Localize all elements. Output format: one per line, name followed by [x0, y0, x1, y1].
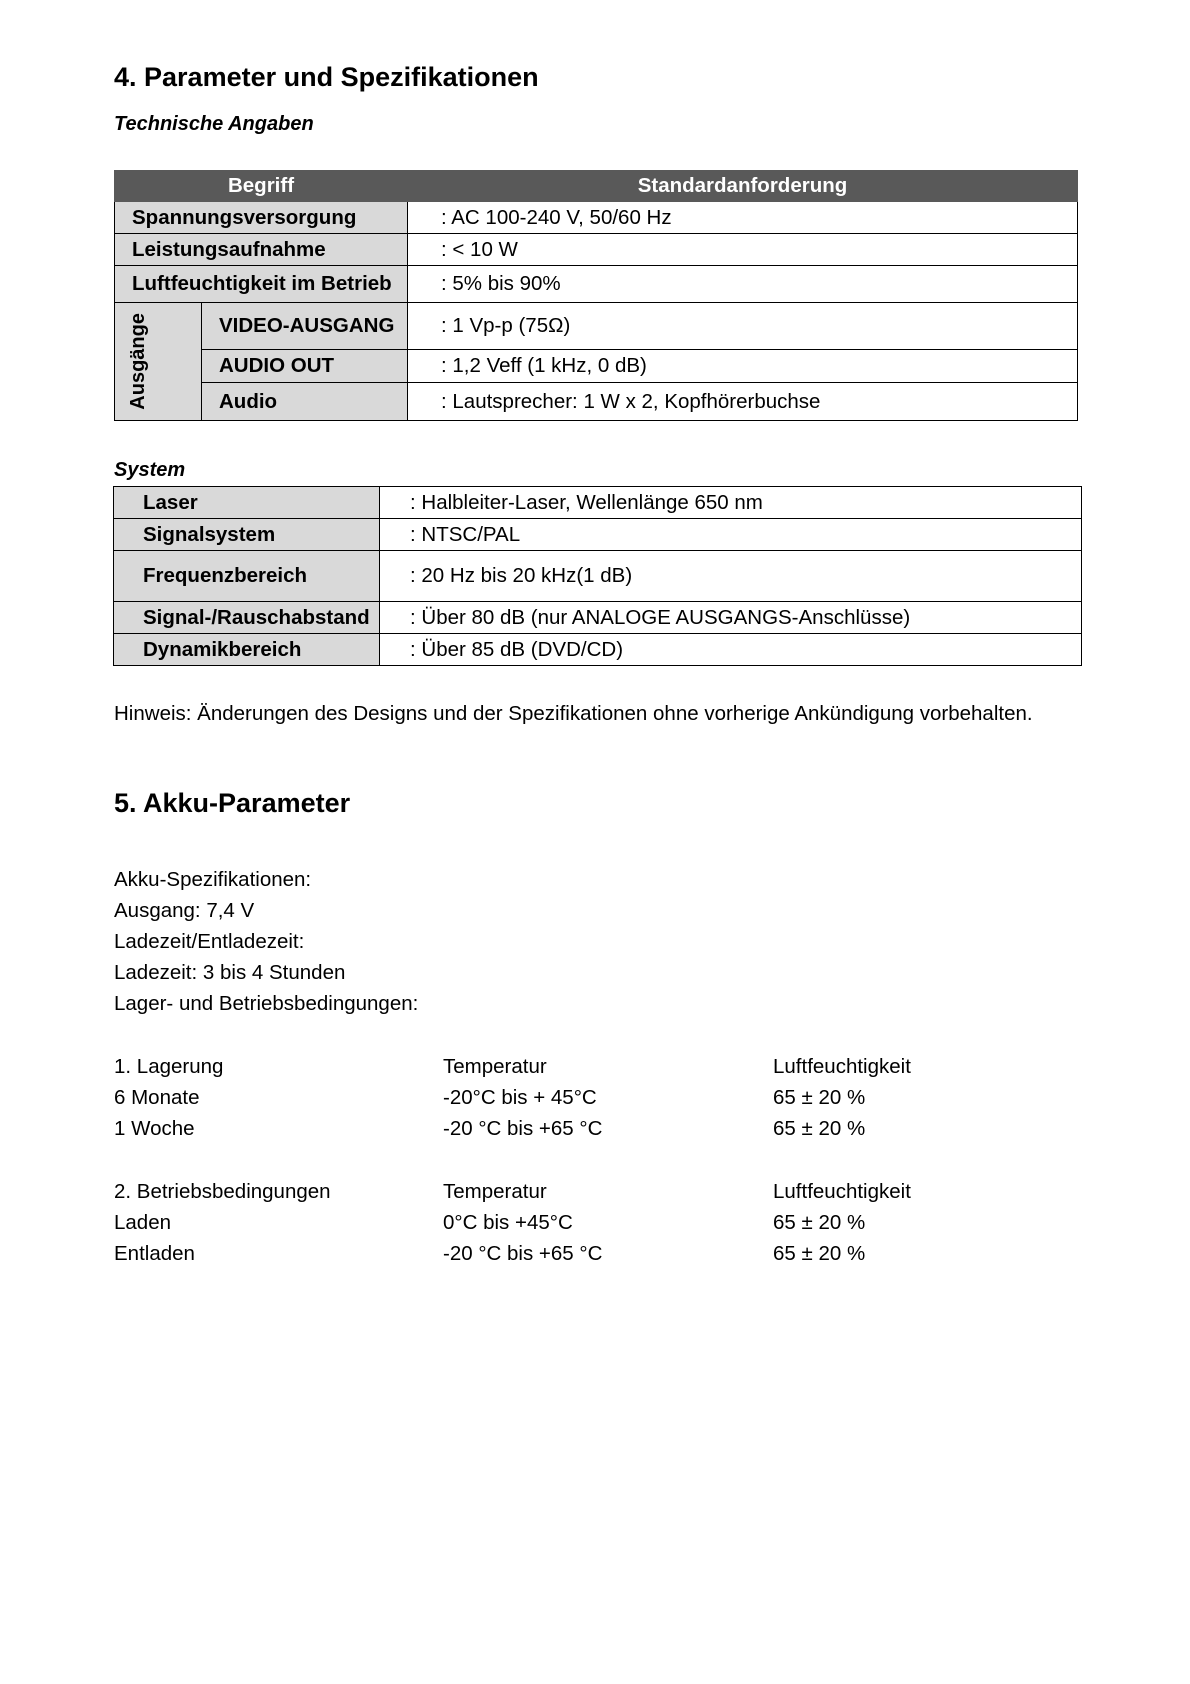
- operation-temperature: 0°C bis +45°C: [443, 1211, 573, 1234]
- table-row: [114, 487, 1082, 519]
- spec-value: : 1,2 Veff (1 kHz, 0 dB): [408, 350, 1078, 383]
- spec-term: Dynamikbereich: [114, 634, 380, 666]
- table-row: [114, 519, 1082, 551]
- table-row: [114, 634, 1082, 666]
- table-row: [114, 551, 1082, 602]
- spec-value: : 5% bis 90%: [408, 266, 1078, 303]
- storage-duration: 1 Woche: [114, 1117, 195, 1140]
- battery-line: Ladezeit: 3 bis 4 Stunden: [114, 961, 346, 984]
- table-row: [115, 234, 1078, 266]
- storage-duration: 6 Monate: [114, 1086, 200, 1109]
- storage-temperature: -20 °C bis +65 °C: [443, 1117, 603, 1140]
- outputs-group-cell: [115, 303, 202, 421]
- storage-temp-header: Temperatur: [443, 1055, 547, 1078]
- spec-term: VIDEO-AUSGANG: [202, 303, 408, 350]
- spec-term: Signalsystem: [114, 519, 380, 551]
- operation-humidity: 65 ± 20 %: [773, 1242, 866, 1265]
- storage-humidity: 65 ± 20 %: [773, 1086, 866, 1109]
- spec-value: : Halbleiter-Laser, Wellenlänge 650 nm: [380, 487, 1082, 519]
- table-row: [115, 350, 1078, 383]
- table-row: [114, 602, 1082, 634]
- storage-humidity: 65 ± 20 %: [773, 1117, 866, 1140]
- operation-temperature: -20 °C bis +65 °C: [443, 1242, 603, 1265]
- battery-line: Ladezeit/Entladezeit:: [114, 930, 305, 953]
- spec-value: : Über 85 dB (DVD/CD): [380, 634, 1082, 666]
- spec-term: Signal-/Rauschabstand: [114, 602, 380, 634]
- spec-term: Frequenzbereich: [114, 551, 380, 602]
- section-4-title: 4. Parameter und Spezifikationen: [114, 62, 539, 92]
- technical-data-subtitle: Technische Angaben: [114, 113, 314, 135]
- operation-heading: 2. Betriebsbedingungen: [114, 1180, 331, 1203]
- spec-term: Audio: [202, 383, 408, 421]
- battery-line: Lager- und Betriebsbedingungen:: [114, 992, 419, 1015]
- table-header-row: [115, 171, 1078, 202]
- operation-mode: Entladen: [114, 1242, 195, 1265]
- spec-value: : < 10 W: [408, 234, 1078, 266]
- table-row: [115, 202, 1078, 234]
- system-subtitle: System: [114, 459, 186, 481]
- spec-value: : Lautsprecher: 1 W x 2, Kopfhörerbuchse: [408, 383, 1078, 421]
- spec-term: Luftfeuchtigkeit im Betrieb: [115, 266, 408, 303]
- spec-term: Laser: [114, 487, 380, 519]
- operation-temp-header: Temperatur: [443, 1180, 547, 1203]
- battery-line: Ausgang: 7,4 V: [114, 899, 255, 922]
- spec-value: : 1 Vp-p (75Ω): [408, 303, 1078, 350]
- technical-specs-table: [114, 170, 1078, 421]
- table-row: [115, 266, 1078, 303]
- storage-temperature: -20°C bis + 45°C: [443, 1086, 597, 1109]
- system-specs-table: [113, 486, 1082, 666]
- table-row: [115, 303, 1078, 350]
- outputs-group-label: Ausgänge: [127, 313, 149, 410]
- spec-term: Leistungsaufnahme: [115, 234, 408, 266]
- operation-humidity: 65 ± 20 %: [773, 1211, 866, 1234]
- spec-value: : AC 100-240 V, 50/60 Hz: [408, 202, 1078, 234]
- specification-note: Hinweis: Änderungen des Designs und der Spezifikationen ohne vorherige Ankündigung vorbehalten.: [114, 702, 1033, 725]
- table-row: [115, 383, 1078, 421]
- spec-term: Spannungsversorgung: [115, 202, 408, 234]
- storage-humidity-header: Luftfeuchtigkeit: [773, 1055, 911, 1078]
- spec-term: AUDIO OUT: [202, 350, 408, 383]
- storage-heading: 1. Lagerung: [114, 1055, 224, 1078]
- operation-humidity-header: Luftfeuchtigkeit: [773, 1180, 911, 1203]
- header-term: Begriff: [115, 171, 408, 202]
- spec-value: : NTSC/PAL: [380, 519, 1082, 551]
- spec-value: : 20 Hz bis 20 kHz(1 dB): [380, 551, 1082, 602]
- header-requirement: Standardanforderung: [408, 171, 1078, 202]
- spec-value: : Über 80 dB (nur ANALOGE AUSGANGS-Anschlüsse): [380, 602, 1082, 634]
- section-5-title: 5. Akku-Parameter: [114, 788, 351, 818]
- operation-mode: Laden: [114, 1211, 172, 1234]
- battery-line: Akku-Spezifikationen:: [114, 868, 312, 891]
